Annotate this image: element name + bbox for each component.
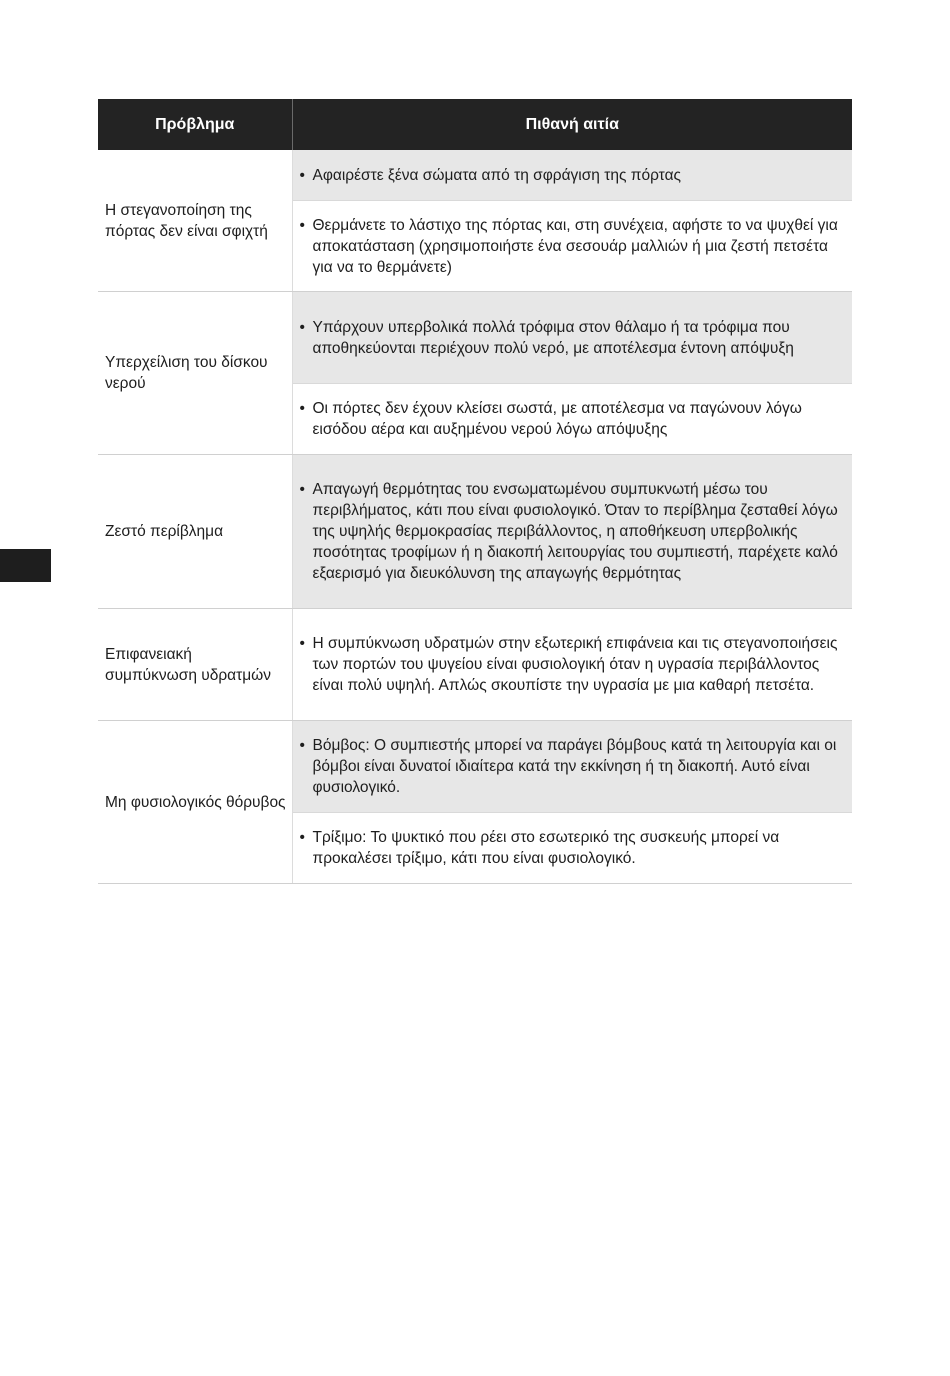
- problem-cell: Ζεστό περίβλημα: [98, 455, 292, 609]
- cause-text: Αφαιρέστε ξένα σώματα από τη σφράγιση της πόρτας: [312, 166, 682, 184]
- table-row: [98, 721, 852, 813]
- bullet-icon: •: [299, 481, 305, 498]
- troubleshooting-table: [98, 99, 852, 884]
- cause-text: Οι πόρτες δεν έχουν κλείσει σωστά, με αποτέλεσμα να παγώνουν λόγω εισόδου αέρα και αυξημένου νερού λόγω απόψυξης: [312, 400, 802, 438]
- cause-item: [300, 633, 847, 696]
- cause-item: [300, 317, 847, 359]
- problem-cell: Επιφανειακή συμπύκνωση υδρατμών: [98, 609, 292, 721]
- bullet-icon: •: [299, 737, 305, 754]
- bullet-icon: •: [299, 166, 305, 184]
- cause-text: Βόμβος: Ο συμπιεστής μπορεί να παράγει βόμβους κατά τη λειτουργία και οι βόμβοι είναι δυνατοί ιδιαίτερα κατά την εκκίνηση ή τη διακοπή. Αυτό είναι φυσιολογικό.: [312, 737, 837, 796]
- cause-cell: [292, 292, 852, 384]
- cause-item: [300, 827, 847, 869]
- cause-item: [300, 165, 847, 186]
- bullet-icon: •: [299, 400, 305, 417]
- cause-cell: [292, 721, 852, 813]
- cause-cell: [292, 813, 852, 884]
- cause-item: [300, 735, 847, 798]
- problem-cell: Μη φυσιολογικός θόρυβος: [98, 721, 292, 884]
- problem-cell: Υπερχείλιση του δίσκου νερού: [98, 292, 292, 455]
- problem-cell: Η στεγανοποίηση της πόρτας δεν είναι σφιχτή: [98, 150, 292, 292]
- table-row: [98, 150, 852, 201]
- cause-text: Υπάρχουν υπερβολικά πολλά τρόφιμα στον θάλαμο ή τα τρόφιμα που αποθηκεύονται περιέχουν πολύ νερό, με αποτέλεσμα έντονη απόψυξη: [312, 318, 794, 357]
- bullet-icon: •: [299, 318, 305, 336]
- header-cause: Πιθανή αιτία: [292, 99, 852, 150]
- table-row: [98, 609, 852, 721]
- cause-item: [300, 215, 847, 278]
- cause-text: Η συμπύκνωση υδρατμών στην εξωτερική επιφάνεια και τις στεγανοποιήσεις των πορτών του ψυγείου είναι φυσιολογική όταν η υγρασία περιβάλλοντος είναι πολύ υψηλή. Απλώς σκουπίστε την υγρασία με μια καθαρή πετσέτα.: [312, 635, 838, 694]
- table-header-row: [98, 99, 852, 150]
- bullet-icon: •: [299, 829, 305, 846]
- table-row: [98, 455, 852, 609]
- bullet-icon: •: [299, 216, 305, 234]
- cause-text: Θερμάνετε το λάστιχο της πόρτας και, στη συνέχεια, αφήστε το να ψυχθεί για αποκατάσταση (χρησιμοποιήστε ένα σεσουάρ μαλλιών ή μια ζεστή πετσέτα για να το θερμάνετε): [312, 216, 838, 276]
- cause-cell: [292, 455, 852, 609]
- cause-item: [300, 398, 847, 440]
- cause-text: Απαγωγή θερμότητας του ενσωματωμένου συμπυκνωτή μέσω του περιβλήματος, κάτι που είναι φυσιολογικό. Όταν το περίβλημα ζεσταθεί λόγω της υψηλής θερμοκρασίας περιβάλλοντος, η αποθήκευση υπερβολικής ποσότητας τροφίμων ή η διακοπή λειτουργίας του συμπιεστή, παρέχετε καλό εξαερισμό για διευκόλυνση της απαγωγής θερμότητας: [312, 481, 838, 582]
- cause-item: [300, 479, 847, 584]
- header-problem: Πρόβλημα: [98, 99, 292, 150]
- cause-cell: [292, 384, 852, 455]
- cause-cell: [292, 150, 852, 201]
- cause-text: Τρίξιμο: Το ψυκτικό που ρέει στο εσωτερικό της συσκευής μπορεί να προκαλέσει τρίξιμο, κάτι που είναι φυσιολογικό.: [312, 829, 780, 867]
- table-row: [98, 292, 852, 384]
- bullet-icon: •: [299, 635, 305, 652]
- cause-cell: [292, 609, 852, 721]
- section-tab-marker: [0, 549, 51, 582]
- cause-cell: [292, 201, 852, 292]
